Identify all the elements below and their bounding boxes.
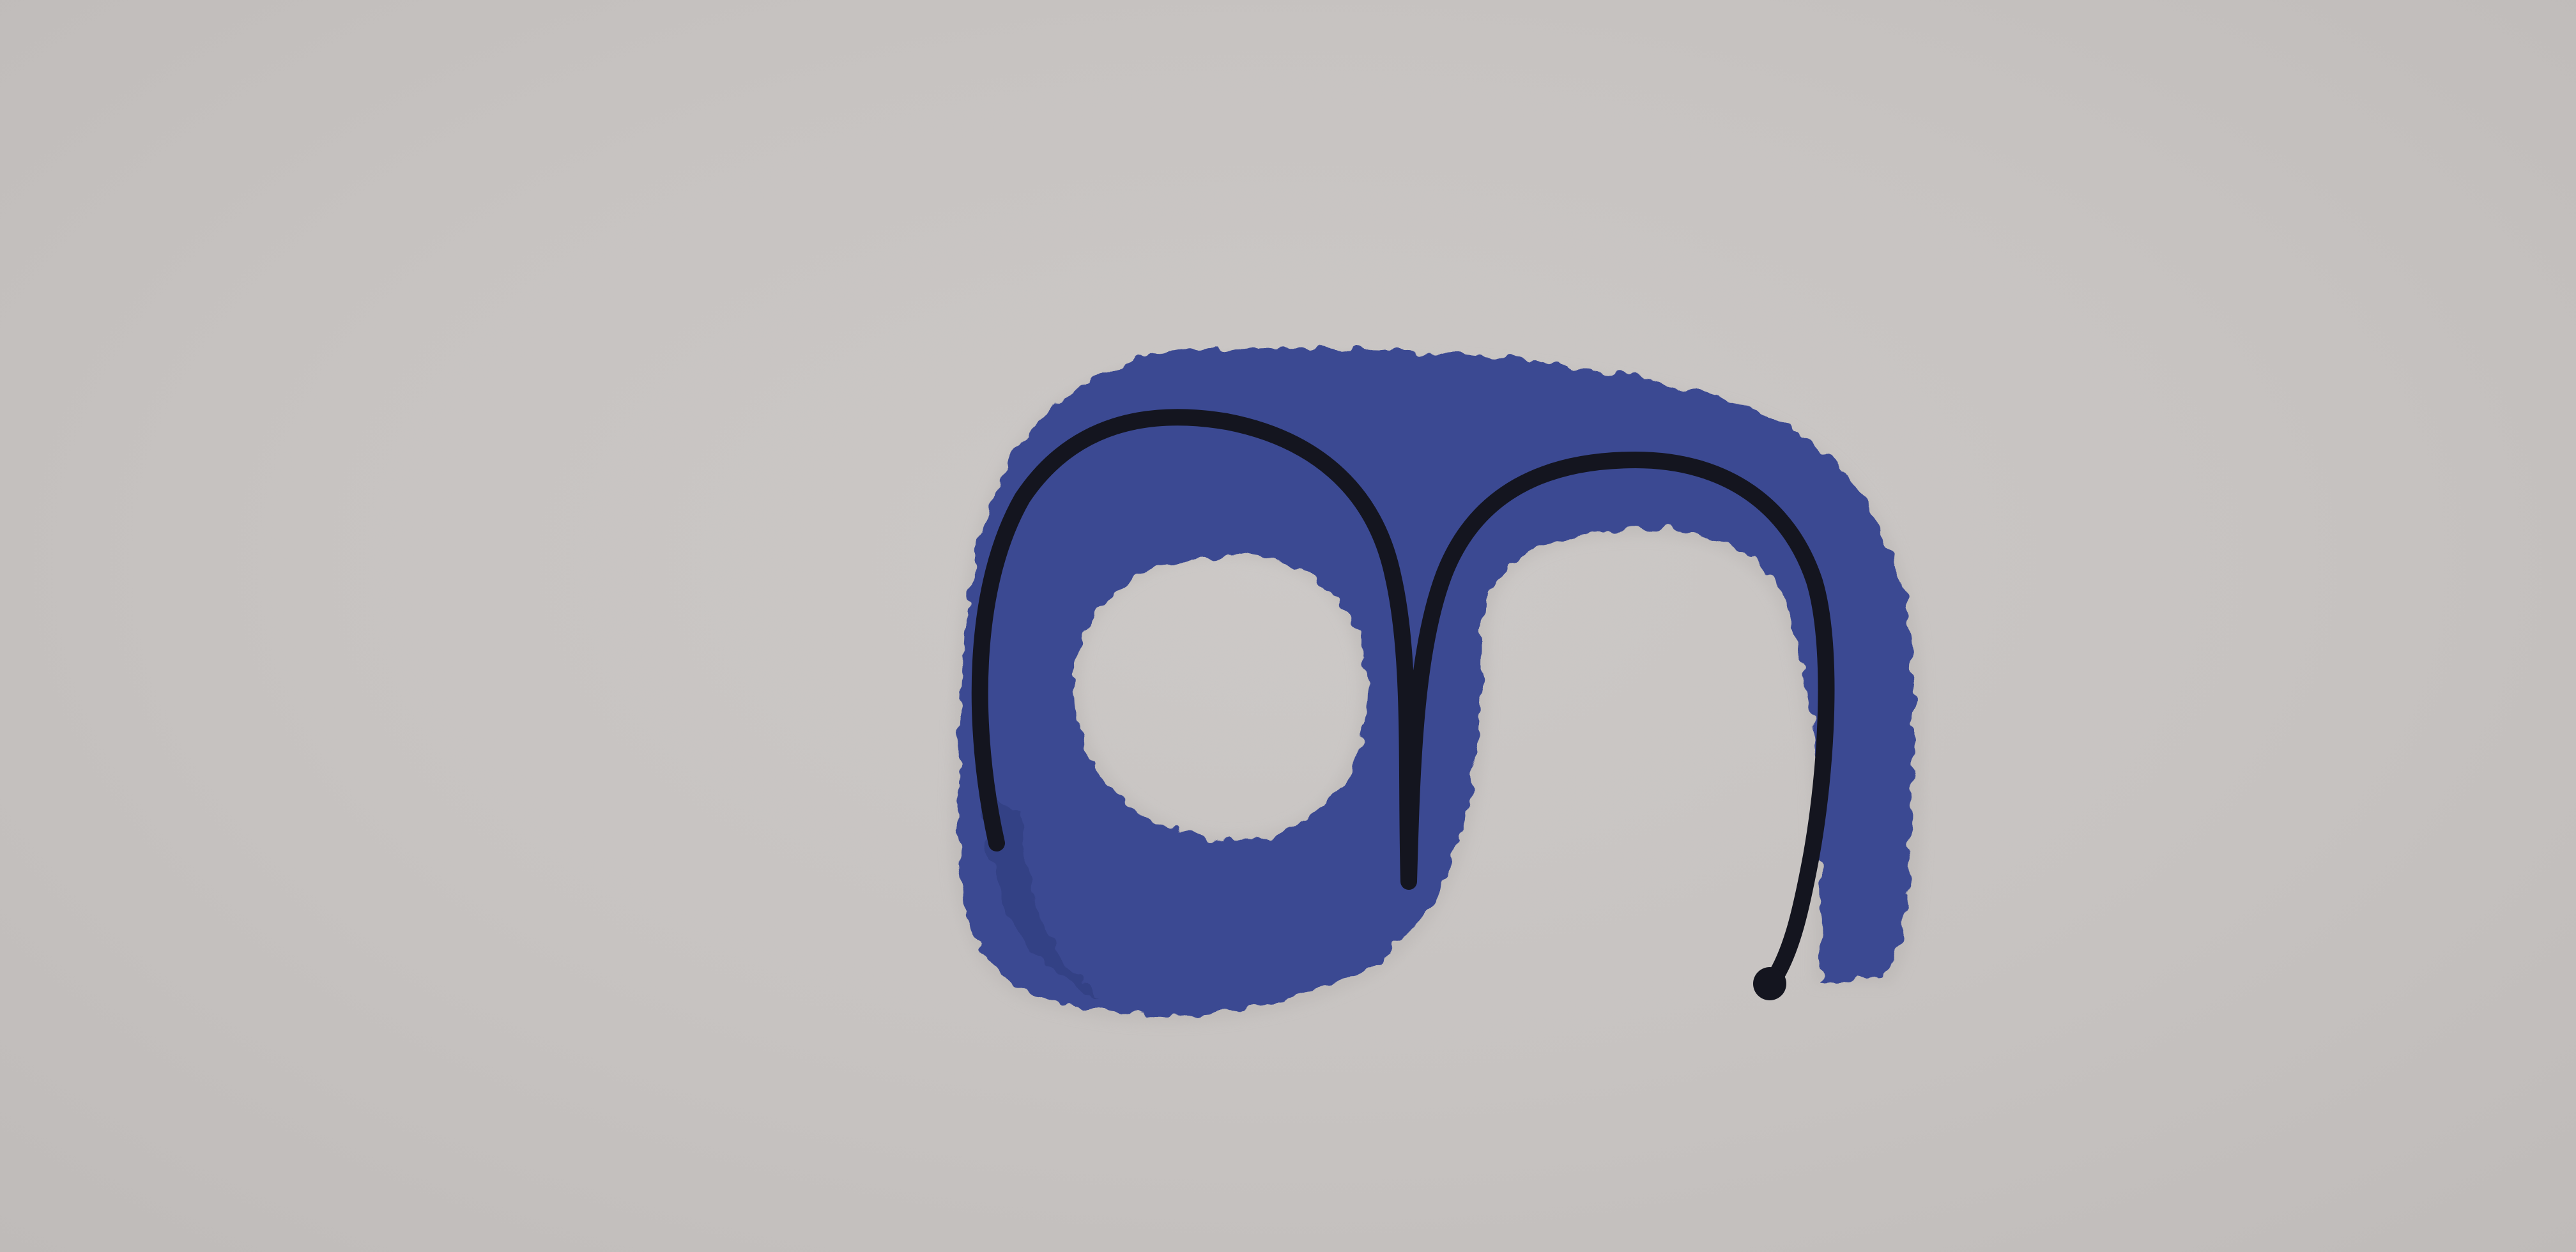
pen-end-dot bbox=[1753, 967, 1786, 1000]
